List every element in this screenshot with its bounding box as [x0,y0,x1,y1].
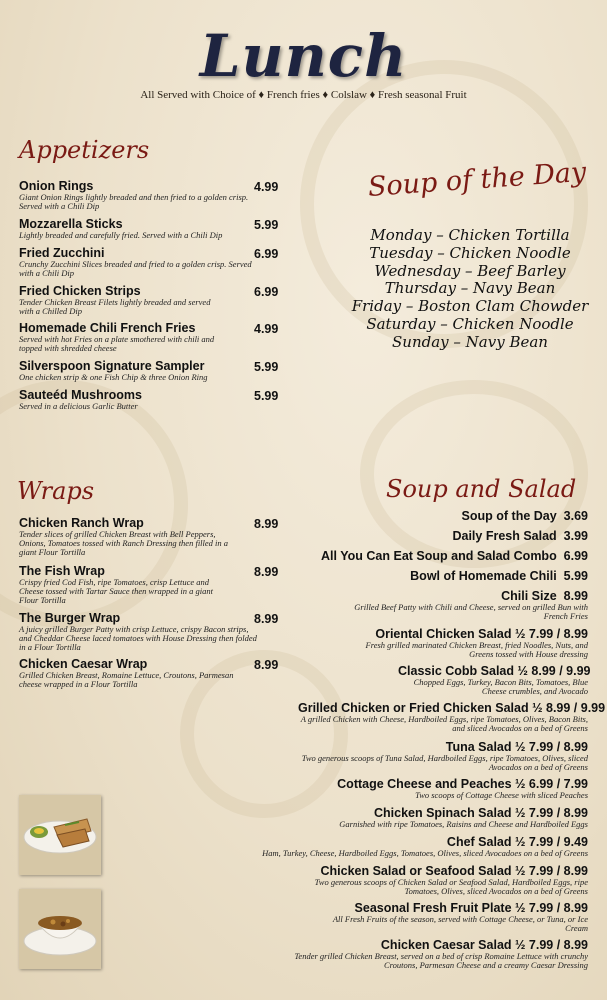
soup-salad-heading: Soup and Salad [386,475,577,503]
item-desc: One chicken strip & one Fish Chip & three Onion Ring [19,372,208,382]
item-name: Mozzarella Sticks [19,217,123,231]
soup-of-day-heading: Soup of the Day [366,156,588,203]
item-price: ½ 7.99 / 8.99 [515,627,588,641]
item-name: The Burger Wrap [19,611,121,625]
soup-day: Tuesday – Chicken Noodle [369,243,571,262]
item-price: 6.99 [563,549,588,563]
item-desc: Tender slices of grilled Chicken Breast with Bell Peppers, Onions, Tomatoes tossed with Ranch Dressing then filled in a giant Flour Tortilla [19,529,229,558]
item-name: Oriental Chicken Salad [375,627,512,641]
menu-item [398,664,591,697]
menu-item [19,612,259,653]
soup-day: Monday – Chicken Tortilla [370,226,570,244]
item-price: ½ 7.99 / 8.99 [515,864,588,878]
item-desc: Two generous scoops of Tuna Salad, Hardboiled Eggs, ripe Tomatoes, Olives, sliced Avocados on a bed of Greens [301,753,588,773]
menu-item [462,509,588,523]
menu-item [19,389,249,411]
menu-item [298,740,588,772]
item-desc: Two generous scoops of Chicken Salad or Seafood Salad, Hardboiled Eggs, ripe Tomatoes, Olives, sliced Avocados on a bed of Greens [314,877,588,897]
item-price: 8.99 [254,612,279,626]
item-price: 4.99 [254,322,279,336]
item-price: 3.99 [563,529,588,543]
soup-day: Saturday – Chicken Noodle [366,314,574,333]
item-price: 5.99 [254,360,279,374]
item-name: Cottage Cheese and Peaches [337,777,512,791]
soup-of-day-list [340,227,600,352]
menu-item [321,549,588,563]
item-desc: Ham, Turkey, Cheese, Hardboiled Eggs, Tomatoes, Olives, sliced Avocadoes on a bed of Greens [262,848,588,858]
item-price: ½ 7.99 / 8.99 [515,901,588,915]
item-name: Homemade Chili French Fries [19,321,196,335]
menu-item [19,180,249,211]
item-desc: Chopped Eggs, Turkey, Bacon Bits, Tomatoes, Blue Cheese crumbles, and Avocado [413,677,588,697]
item-name: Chicken Ranch Wrap [19,516,144,530]
item-name: Silverspoon Signature Sampler [19,359,205,373]
item-name: The Fish Wrap [19,564,105,578]
menu-item [338,589,588,621]
menu-item [19,218,259,240]
wrap-plate-image [19,795,101,875]
page-title: Lunch [199,22,408,90]
item-price: 5.99 [254,218,279,232]
item-desc: Crunchy Zucchini Slices breaded and fried to a golden crisp. Served with a Chili Dip [19,259,252,279]
appetizers-heading: Appetizers [19,136,150,164]
item-price: 6.99 [254,285,279,299]
menu-item [19,658,239,689]
item-name: All You Can Eat Soup and Salad Combo [321,549,557,563]
menu-item [19,285,224,316]
item-name: Chicken Caesar Wrap [19,657,148,671]
soup-day: Sunday – Navy Bean [392,332,548,351]
item-name: Daily Fresh Salad [452,529,557,543]
wraps-heading: Wraps [17,477,95,505]
page-subtitle: All Served with Choice of ♦ French fries ♦ Colslaw ♦ Fresh seasonal Fruit [140,89,467,101]
item-desc: Fresh grilled marinated Chicken Breast, fried Noodles, Nuts, and Greens tossed with House dressing [365,640,588,660]
item-desc: Grilled Chicken Breast, Romaine Lettuce, Croutons, Parmesan cheese wrapped in a Flour Tortilla [19,670,234,690]
soup-day: Friday – Boston Clam Chowder [351,297,589,316]
item-name: Seasonal Fresh Fruit Plate [354,901,512,915]
menu-item [298,701,606,734]
item-price: ½ 8.99 / 9.99 [532,701,606,715]
item-name: Chef Salad [446,835,512,849]
item-price: 8.99 [563,589,588,603]
menu-item [410,569,588,583]
menu-item [19,565,219,606]
item-price: ½ 7.99 / 8.99 [515,740,588,754]
item-desc: A grilled Chicken with Cheese, Hardboiled Eggs, ripe Tomatoes, Olives, Bacon Bits, and sliced Avocados on a bed of Greens [300,714,588,734]
menu-item [288,938,588,970]
item-price: 3.69 [563,509,588,523]
item-price: 8.99 [254,658,279,672]
item-desc: Lightly breaded and carefully fried. Served with a Chili Dip [19,230,223,240]
soup-day: Wednesday – Beef Barley [374,261,566,280]
menu-item [328,901,588,933]
item-name: Chicken Spinach Salad [373,806,512,820]
item-name: Chicken Caesar Salad [380,938,512,952]
item-name: Fried Chicken Strips [19,284,141,298]
item-price: 4.99 [254,180,279,194]
item-desc: Grilled Beef Patty with Chili and Cheese, served on grilled Bun with French Fries [354,602,588,622]
item-price: 8.99 [254,517,279,531]
item-desc: Tender Chicken Breast Filets lightly breaded and served with a Chilled Dip [19,297,211,317]
soup-day: Thursday – Navy Bean [384,279,556,298]
item-price: ½ 7.99 / 9.49 [515,835,588,849]
item-price: 5.99 [563,569,588,583]
menu-item [262,835,588,858]
item-price: ½ 7.99 / 8.99 [515,938,588,952]
item-desc: Garnished with ripe Tomatoes, Raisins and Cheese and Hardboiled Eggs [339,819,588,829]
menu-item [288,864,588,896]
item-desc: Tender grilled Chicken Breast, served on a bed of crisp Romaine Lettuce with crunchy Croutons, Parmesan Cheese and a creamy Caesar Dressing [294,951,588,971]
item-name: Chicken Salad or Seafood Salad [320,864,512,878]
item-price: 6.99 [254,247,279,261]
item-name: Classic Cobb Salad [398,664,515,678]
item-desc: Two scoops of Cottage Cheese with sliced Peaches [415,790,588,800]
item-desc: Served in a delicious Garlic Butter [19,401,138,411]
item-desc: A juicy grilled Burger Patty with crisp Lettuce, crispy Bacon strips, and Cheddar Cheese laced tomatoes with House Dressing then folded in a Flour Tortilla [19,624,257,653]
menu-item [358,627,588,659]
menu-item [452,529,588,543]
item-desc: Giant Onion Rings lightly breaded and then fried to a golden crisp. Served with a Chili Dip [19,192,249,212]
item-desc: Crispy fried Cod Fish, ripe Tomatoes, crisp Lettuce and Cheese tossed with Tartar Sauce then wrapped in a giant Flour Tortilla [19,577,214,606]
item-name: Tuna Salad [445,740,512,754]
item-name: Onion Rings [19,179,94,193]
menu-item [339,806,588,829]
menu-item [19,247,254,278]
item-price: ½ 6.99 / 7.99 [515,777,588,791]
soup-bowl-image [19,889,101,969]
item-price: 5.99 [254,389,279,403]
item-name: Chili Size [501,589,557,603]
item-name: Grilled Chicken or Fried Chicken Salad [298,701,529,715]
item-desc: Served with hot Fries on a plate smothered with chili and topped with shredded cheese [19,334,215,354]
item-price: 8.99 [254,565,279,579]
item-name: Fried Zucchini [19,246,105,260]
menu-item [19,322,239,353]
item-name: Bowl of Homemade Chili [410,569,557,583]
item-name: Sauteéd Mushrooms [19,388,142,402]
item-price: ½ 7.99 / 8.99 [515,806,588,820]
item-name: Soup of the Day [461,509,557,523]
item-desc: All Fresh Fruits of the season, served with Cottage Cheese, or Tuna, or Ice Cream [332,914,588,934]
item-price: ½ 8.99 / 9.99 [517,664,591,678]
menu-item [19,517,244,558]
menu-item [19,360,259,382]
menu-item [337,777,588,800]
